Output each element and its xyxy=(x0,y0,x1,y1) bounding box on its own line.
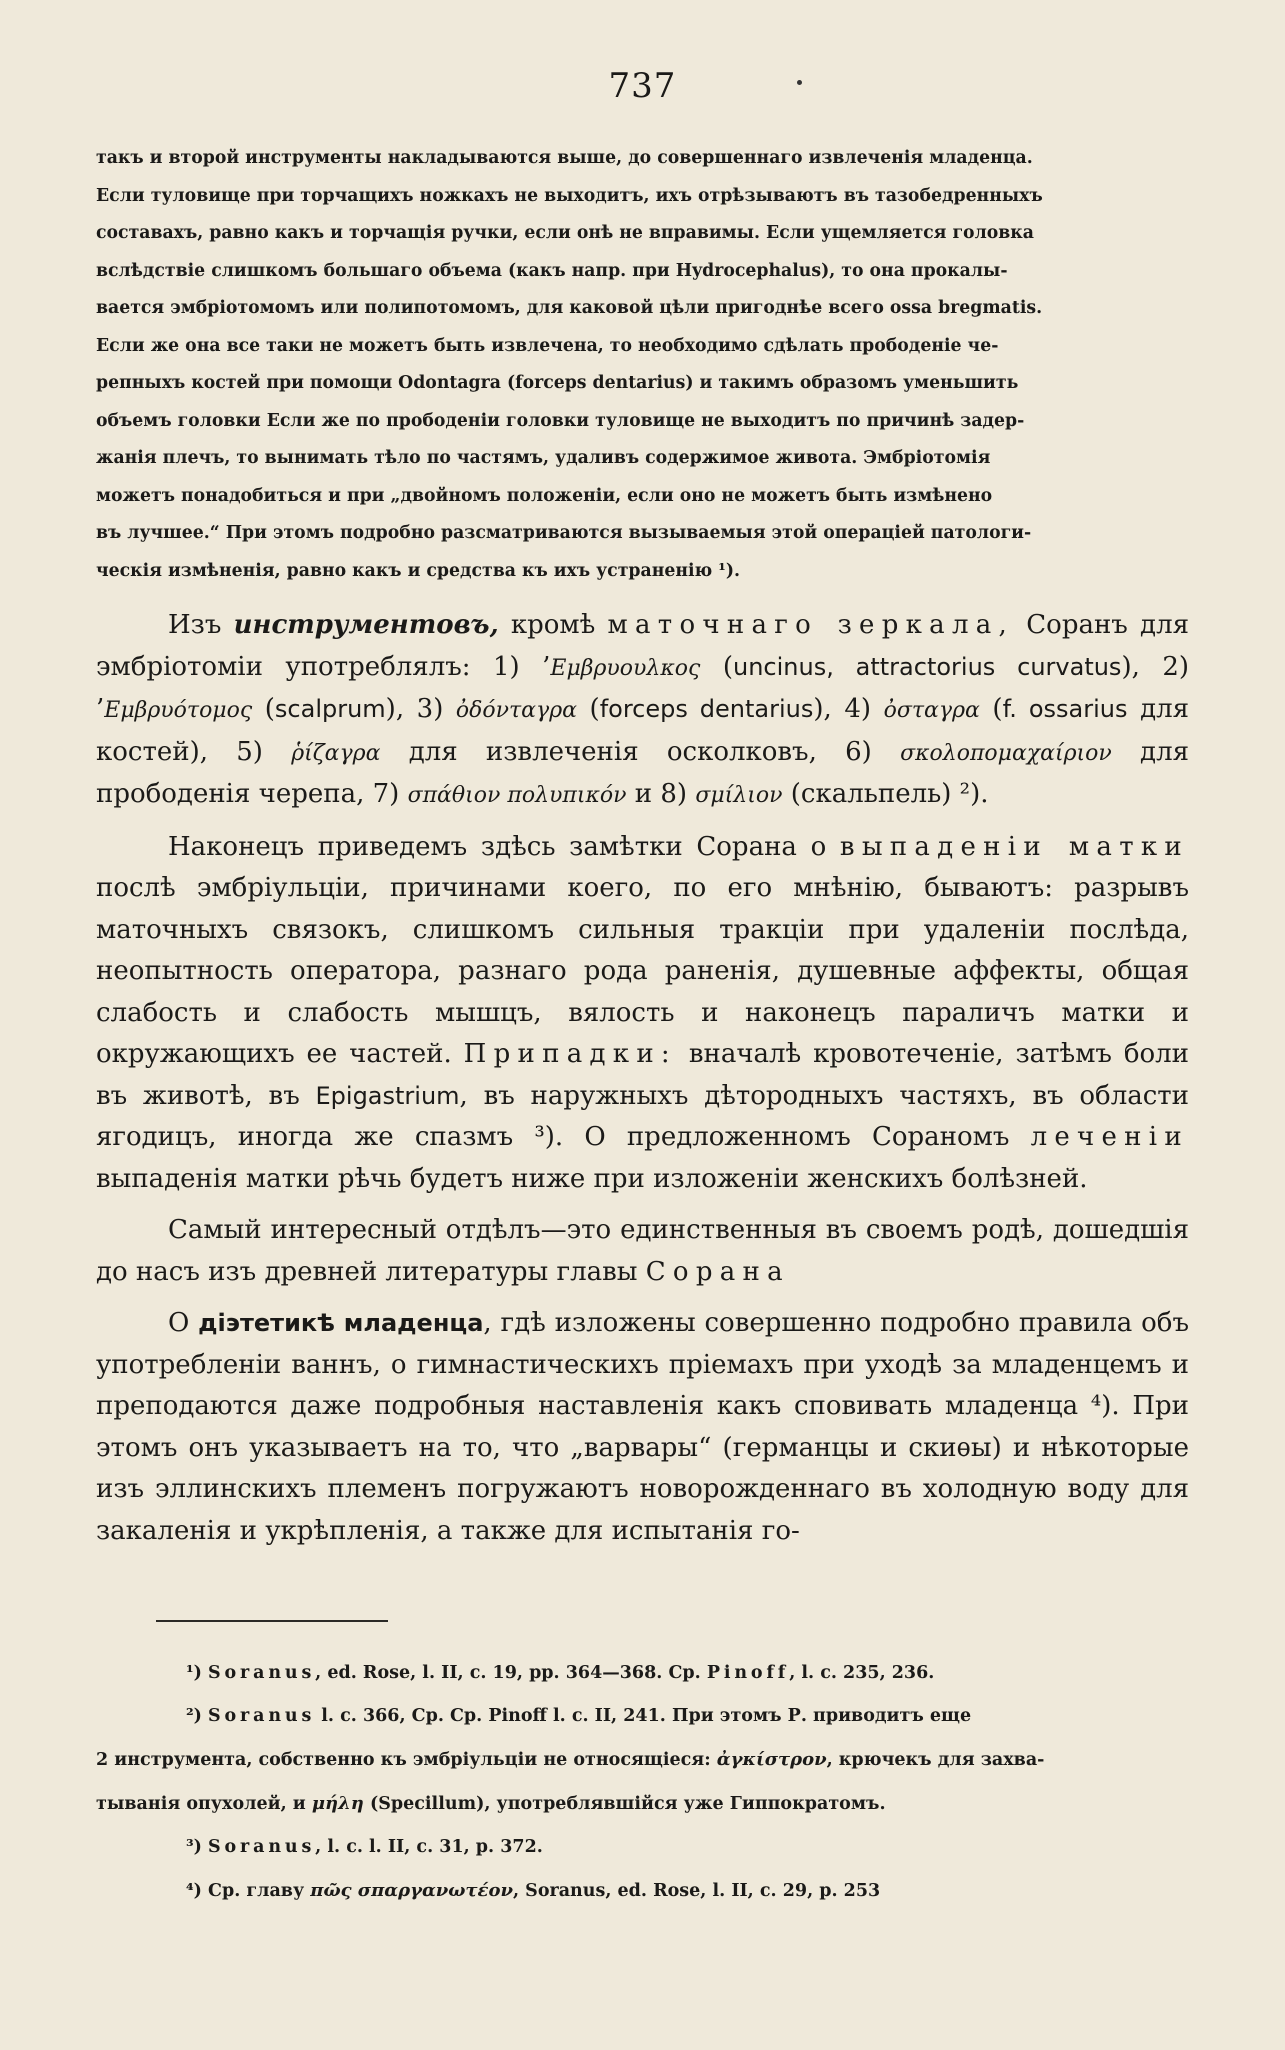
text-run: Изъ xyxy=(168,610,234,640)
emphasis: инструментовъ, xyxy=(233,610,499,640)
latin-term: Epigastrium xyxy=(315,1081,460,1110)
footnote-2-continued xyxy=(96,1782,1189,1826)
text-run: (скальпель) ²). xyxy=(782,779,989,809)
latin-term: scalprum xyxy=(274,695,386,723)
greek-term: σπάθιον πολυπικόν xyxy=(407,783,627,808)
page-number: 737 xyxy=(608,66,677,106)
text-run: кромѣ xyxy=(498,610,608,640)
footnote-text: , l. c. 235, 236. xyxy=(789,1663,935,1683)
text-run: ), 2) ’ xyxy=(96,651,1189,724)
text-run: ), 3) xyxy=(385,694,456,724)
footnote-text: 2 инструмента, собственно къ эмбріульціи не относящіеся: xyxy=(96,1750,717,1770)
greek-term: ὀσταγρα xyxy=(883,698,980,723)
small-line: Если туловище при торчащихъ ножкахъ не выходитъ, ихъ отрѣзываютъ въ тазобедренныхъ xyxy=(96,185,1043,206)
spaced-term: маточнаго зеркала, xyxy=(607,610,1015,640)
spaced-term: выпаденіи матки xyxy=(839,831,1189,862)
small-line: Если же она все таки не можетъ быть извлечена, то необходимо сдѣлать прободеніе че- xyxy=(96,335,999,356)
footnote-1 xyxy=(96,1652,1189,1695)
footnote-author: Soranus xyxy=(208,1837,316,1857)
small-line: вслѣдствіе слишкомъ большаго объема (какъ напр. при Hydrocephalus), то она прокалы- xyxy=(96,260,1008,281)
footnote-mark: ¹) xyxy=(186,1663,202,1683)
spaced-term: леченіи xyxy=(1030,1122,1189,1152)
footnotes xyxy=(96,1652,1189,1913)
footnote-text: , крючекъ для захва- xyxy=(826,1750,1045,1770)
footnote-author: Pinoff xyxy=(706,1663,790,1683)
footnote-2 xyxy=(96,1695,1189,1738)
greek-term: μήλη xyxy=(311,1793,364,1814)
footnote-2-continued xyxy=(96,1738,1189,1782)
greek-term: σκολοπομαχαίριον xyxy=(900,740,1112,766)
footnote-divider xyxy=(156,1620,388,1622)
text-run: Самый интересный отдѣлъ—это единственныя въ своемъ родѣ, дошедшія до насъ изъ древней литературы главы xyxy=(96,1215,1189,1287)
greek-term: Εμβρυουλκος xyxy=(550,655,701,681)
small-line: вается эмбріотомомъ или полипотомомъ, для каковой цѣли пригоднѣе всего ossa bregmatis. xyxy=(96,298,1043,318)
greek-term: ἀγκίστρον xyxy=(716,1749,827,1770)
text-run: О xyxy=(168,1308,199,1338)
paragraph-interesting-section xyxy=(96,1210,1189,1293)
latin-term: f. ossarius xyxy=(1002,695,1128,723)
page-mark xyxy=(797,80,802,85)
paragraph-prolapse xyxy=(96,827,1189,1201)
footnote-text: , ed. Rose, l. II, c. 19, pp. 364—368. Cp. xyxy=(315,1663,707,1683)
small-line: въ лучшее.“ При этомъ подробно разсматриваются вызываемыя этой операціей патологи- xyxy=(96,523,1032,543)
footnote-text: l. c. 366, Cp. Cp. Pinoff l. c. II, 241. При этомъ Р. приводитъ еще xyxy=(315,1706,972,1726)
footnote-4 xyxy=(96,1869,1189,1913)
footnote-mark: ⁴) xyxy=(186,1881,202,1901)
footnote-mark: ²) xyxy=(186,1706,202,1726)
greek-term: πῶς σπαργανωτέον xyxy=(310,1880,513,1901)
small-line: объемъ головки Если же по прободеніи головки туловище не выходитъ по причинѣ задер- xyxy=(96,410,1025,431)
paragraph-instruments xyxy=(96,605,1189,817)
paragraph-dietetics xyxy=(96,1303,1189,1552)
text-run: ( xyxy=(700,651,733,682)
footnote-text: тыванія опухолей, и xyxy=(96,1794,312,1814)
text-run: вначалѣ кровотеченіе, затѣмъ боли въ животѣ, въ xyxy=(96,1039,1189,1111)
footnote-text: , Soranus, ed. Rose, l. II, c. 29, p. 253 xyxy=(513,1881,881,1901)
text-run: для прободенія черепа, 7) xyxy=(96,736,1189,809)
small-line: жанія плечъ, то вынимать тѣло по частямъ, удаливъ содержимое живота. Эмбріотомія xyxy=(96,448,991,468)
footnote-author: Soranus xyxy=(208,1706,316,1726)
footnote-author: Soranus xyxy=(208,1663,316,1683)
text-run: ( xyxy=(252,694,275,724)
greek-term: σμίλιον xyxy=(695,783,783,808)
small-line: составахъ, равно какъ и торчащія ручки, если онѣ не вправимы. Если ущемляется головка xyxy=(96,223,1034,243)
footnote-text: Cp. главу xyxy=(201,1881,311,1901)
text-run: Соранъ для эмбріотоміи употреблялъ: 1) ’ xyxy=(96,610,1189,682)
text-run: для костей), 5) xyxy=(96,694,1189,767)
small-line: можетъ понадобиться и при „двойномъ положеніи, если оно не можетъ быть измѣнено xyxy=(96,485,993,506)
greek-term: ὀδόνταγρα xyxy=(455,698,577,723)
footnote-text: , l. c. l. II, c. 31, p. 372. xyxy=(315,1837,543,1857)
text-run: ( xyxy=(979,694,1003,724)
text-run: послѣ эмбріульціи, причинами коего, по его мнѣнію, бываютъ: разрывъ маточныхъ связокъ, слишкомъ сильныя тракціи при удаленіи послѣда, неопытность оператора, разнаго рода раненія, душевные аффекты, общая слабость и слабость мышцъ, вялость и наконецъ параличъ матки и окружающихъ ее частей. xyxy=(96,873,1189,1069)
latin-term: forceps dentarius xyxy=(599,695,814,723)
main-text xyxy=(96,605,1189,1552)
bold-term: діэтетикѣ младенца xyxy=(198,1309,484,1337)
spaced-term: Припадки: xyxy=(463,1039,677,1069)
spaced-term: Сорана xyxy=(645,1256,790,1287)
small-line: ческія измѣненія, равно какъ и средства къ ихъ устраненію ¹). xyxy=(96,560,741,581)
footnote-text: (Specillum), употреблявшійся уже Гиппократомъ. xyxy=(363,1794,886,1814)
text-run: и 8) xyxy=(626,779,696,809)
latin-term: uncinus, attractorius curvatus xyxy=(732,652,1122,681)
greek-term: Εμβρυότομος xyxy=(104,698,253,723)
page-content xyxy=(96,140,1189,1913)
text-run: Наконецъ приведемъ здѣсь замѣтки Сорана о xyxy=(168,831,840,862)
text-run: , въ наружныхъ дѣтородныхъ частяхъ, въ области ягодицъ, иногда же спазмъ ³). О предложенномъ Сораномъ xyxy=(96,1080,1189,1152)
text-run: ), 4) xyxy=(813,694,884,724)
text-run: выпаденія матки рѣчь будетъ ниже при изложеніи женскихъ болѣзней. xyxy=(96,1163,1088,1194)
text-run: для извлеченія осколковъ, 6) xyxy=(380,736,901,767)
text-run: , гдѣ изложены совершенно подробно правила объ употребленіи ваннъ, о гимнастическихъ пріемахъ при уходѣ за младенцемъ и преподаются даже подробныя наставленія какъ сповивать младенца ⁴). При этомъ онъ указываетъ на то, что „варвары“ (германцы и скиѳы) и нѣкоторые изъ эллинскихъ племенъ погружаютъ новорожденнаго въ холодную воду для закаленія и укрѣпленія, а также для испытанія го- xyxy=(96,1308,1189,1546)
footnote-mark: ³) xyxy=(186,1837,202,1857)
small-print-paragraph xyxy=(96,140,1189,590)
small-line: репныхъ костей при помощи Odontagra (forceps dentarius) и такимъ образомъ уменьшить xyxy=(96,373,1019,393)
text-run: ( xyxy=(576,694,600,724)
small-line: такъ и второй инструменты накладываются выше, до совершеннаго извлеченія младенца. xyxy=(96,148,1033,168)
footnote-3 xyxy=(96,1826,1189,1869)
greek-term: ῥίζαγρα xyxy=(291,740,381,766)
